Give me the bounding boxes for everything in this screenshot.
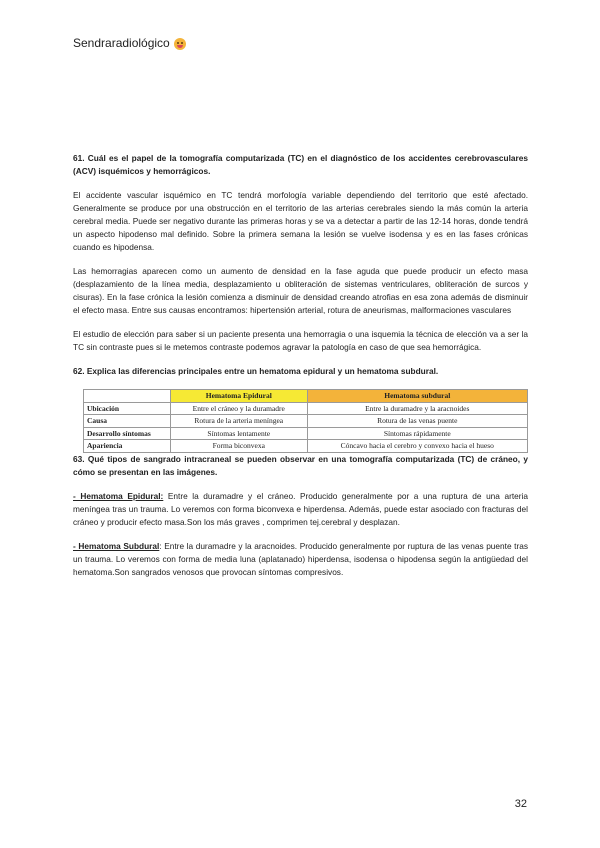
- table-row: [84, 440, 528, 453]
- subdural-cell: Síntomas rápidamente: [307, 427, 527, 440]
- question-63: 63. Qué tipos de sangrado intracraneal se pueden observar en una tomografía computarizada (TC) de cráneo, y cómo se presentan en las imágenes.: [73, 453, 528, 477]
- epidural-cell: Síntomas lentamente: [171, 427, 308, 440]
- q61-paragraph-3: El estudio de elección para saber si un paciente presenta una hemorragia o una isquemia la técnica de elección va a ser la TC sin contraste pues si le metemos contraste podemos agravar la patología en caso de que sea hemorrágica.: [73, 329, 528, 352]
- header-title: Sendraradiológico: [73, 36, 170, 50]
- row-label: Desarrollo síntomas: [84, 427, 171, 440]
- row-label: Causa: [84, 415, 171, 428]
- epidural-cell: Entre el cráneo y la duramadre: [171, 402, 308, 415]
- tongue-out-emoji-icon: [174, 38, 186, 50]
- epidural-cell: Forma biconvexa: [171, 440, 308, 453]
- subdural-cell: Entre la duramadre y la aracnoides: [307, 402, 527, 415]
- epidural-label: - Hematoma Epidural:: [73, 490, 164, 501]
- q61-paragraph-2: Las hemorragias aparecen como un aumento de densidad en la fase aguda que puede producir un efecto masa (desplazamiento de la línea media, desplazamiento u obliteración de sistemas ventriculares, obliteración de surcos y cisuras). En la fase crónica la lesión comienza a disminuir de densidad creando atrofias en esa zona además de disminuir el efecto masa. Entre sus causas encontramos: hipertensión arterial, rotura de aneurismas, malformaciones vasculares: [73, 266, 528, 315]
- subdural-cell: Rotura de las venas puente: [307, 415, 527, 428]
- table-header-subdural: Hematoma subdural: [307, 390, 527, 403]
- subdural-text: : Entre la duramadre y la aracnoides. Producido generalmente por ruptura de las venas puente tras un trauma. Lo veremos con forma de media luna (aplatanado) hiperdensa, isodensa o hipodensa según la antigüedad del hematoma.Son sangrados venosos que provocan síntomas compresivos.: [73, 540, 528, 577]
- epidural-text: Entre la duramadre y el cráneo. Producido generalmente por a una ruptura de una arteria meníngea tras un trauma. Lo veremos con forma biconvexa e hiperdensa. Además, puede estar asociado con fracturas del cráneo y producir efecto masa.Son los más graves , comprimen tej.cerebral y desplazan.: [73, 490, 529, 527]
- table-row: [84, 427, 528, 440]
- table-header-empty: [84, 390, 171, 403]
- q63-item-epidural: [73, 490, 528, 529]
- subdural-label: - Hematoma Subdural: [73, 540, 160, 551]
- row-label: Apariencia: [84, 440, 171, 453]
- hematoma-comparison-table: [83, 389, 528, 453]
- subdural-cell: Cóncavo hacia el cerebro y convexo hacia el hueso: [307, 440, 527, 453]
- table-header-epidural: Hematoma Epidural: [171, 390, 308, 403]
- page-header: [73, 36, 186, 50]
- table-row: [84, 415, 528, 428]
- table-header-row: [84, 390, 528, 403]
- page-number: 32: [514, 798, 527, 810]
- row-label: Ubicación: [84, 402, 171, 415]
- question-61: 61. Cuál es el papel de la tomografía computarizada (TC) en el diagnóstico de los accidentes cerebrovasculares (ACV) isquémicos y hemorrágicos.: [73, 153, 528, 176]
- epidural-cell: Rotura de la arteria meníngea: [171, 415, 308, 428]
- q63-item-subdural: [73, 540, 528, 579]
- question-62: 62. Explica las diferencias principales entre un hematoma epidural y un hematoma subdural.: [73, 366, 439, 376]
- document-body: [73, 152, 528, 590]
- table-row: [84, 402, 528, 415]
- q61-paragraph-1: El accidente vascular isquémico en TC tendrá morfología variable dependiendo del territorio que esté afectado. Generalmente se produce por una obstrucción en el territorio de las arterias cerebrales siendo la más común la arteria cerebral media. Puede ser negativo durante las primeras horas y se va a detectar a partir de las 12-14 horas, donde tendrá un aspecto hipodenso mal definido. Sobre la primera semana la lesión se vuelve isodensa y es en las fases crónicas cuando es hipodensa.: [73, 190, 528, 252]
